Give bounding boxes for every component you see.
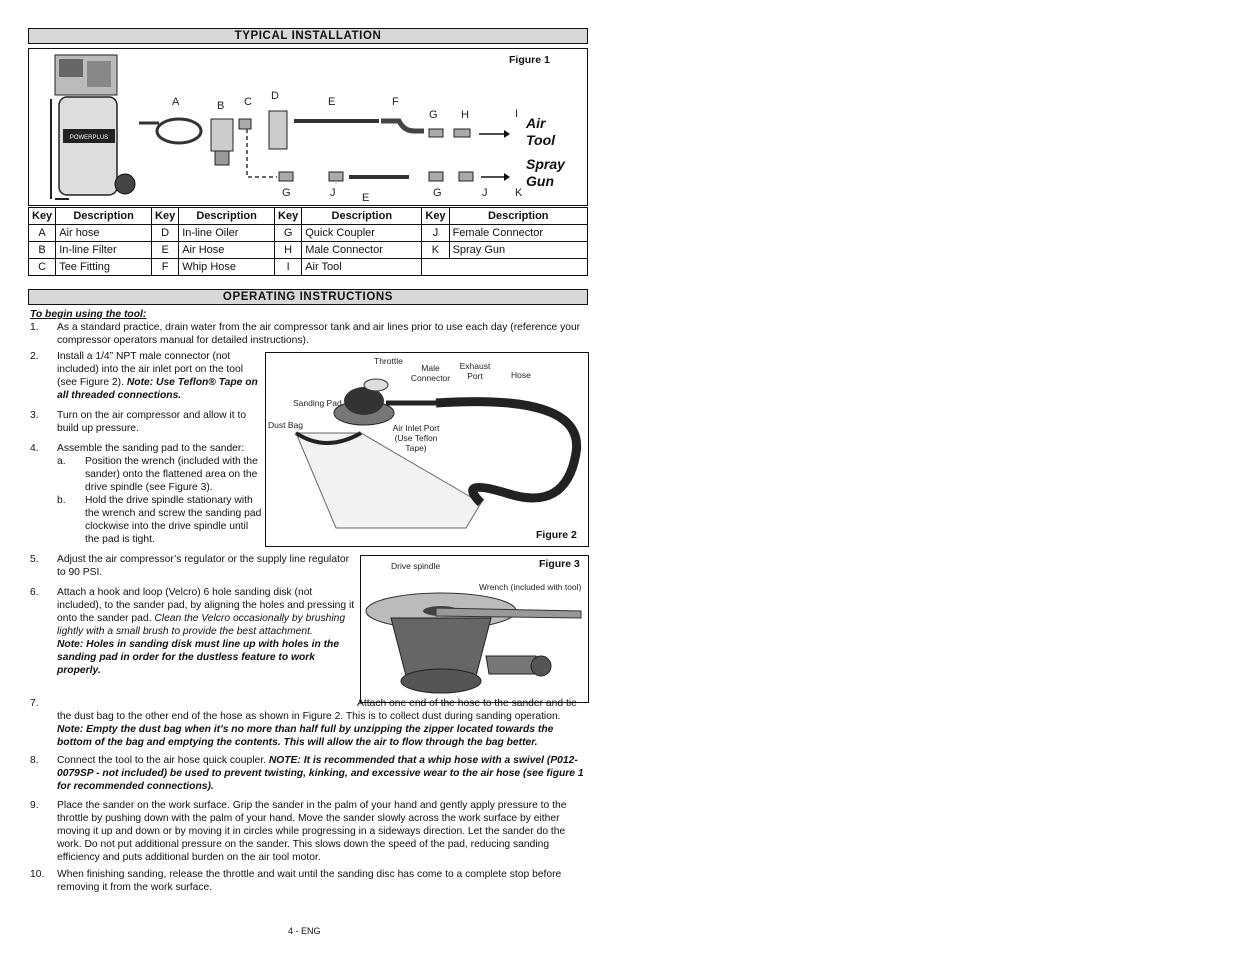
step-number: 7. [30,698,39,709]
inline-oiler-d [269,111,287,149]
page-number: 4 - ENG [288,926,321,936]
step-number: 2. [30,351,39,362]
table-cell: Air Hose [179,242,275,259]
table-row [29,259,588,276]
table-cell-empty [422,259,588,276]
callout-e-bottom: E [362,192,370,204]
male-connector-label: Male Connector [410,363,451,383]
step-7-body: Attach one end of the hose to the sander and tie the dust bag to the other end of the hose as shown in Figure 2. This is to collect dust during sanding operation. [57,698,577,722]
table-row [29,242,588,259]
step-2-text [57,350,262,402]
table-header-row [29,208,588,225]
callout-d: D [271,90,279,102]
drive-spindle-label: Drive spindle [391,561,441,571]
substep-letter: b. [57,495,66,506]
figure-3 [360,555,589,703]
whip-hose-f [381,121,424,131]
table-row [29,225,588,242]
step-4b-text: Hold the drive spindle stationary with the wrench and screw the sanding pad clockwise into the drive spindle until the pad is tight. [85,495,262,545]
section-header-operating [28,289,588,305]
callout-k: K [515,187,523,199]
section-header-installation [28,28,588,44]
section-title: TYPICAL INSTALLATION [234,30,382,42]
dust-bag-label: Dust Bag [268,420,303,430]
figure-1 [28,48,588,206]
inline-filter-b [211,119,233,151]
step-7-text [57,697,589,749]
installation-diagram [29,49,587,205]
step-5-text: Adjust the air compressor’s regulator or the supply line regulator to 90 PSI. [57,554,350,578]
table-cell: F [152,259,179,276]
step-number: 9. [30,800,39,811]
table-cell: In-line Oiler [179,225,275,242]
table-cell: E [152,242,179,259]
table-cell: Whip Hose [179,259,275,276]
step-8-body: Connect the tool to the air hose quick coupler. [57,755,266,766]
step-1-text: As a standard practice, drain water from the air compressor tank and air lines prior to use each day (reference your compressor operators manual for detailed instructions). [57,322,581,346]
callout-g: G [429,109,438,121]
wrench-label: Wrench (included with tool) [479,582,582,592]
step-2-note: Note: Use Teflon® Tape on all threaded connections. [57,377,258,401]
callout-h: H [461,109,469,121]
table-header: Description [179,208,275,225]
callout-j-bottom-2: J [482,187,488,199]
tee-fitting-c [239,119,251,129]
step-3-text: Turn on the air compressor and allow it to build up pressure. [57,410,247,434]
substep-letter: a. [57,456,66,467]
callout-a: A [172,96,180,108]
male-connector-h [454,129,470,137]
table-header: Description [302,208,422,225]
step-8-note: NOTE: It is recommended that a whip hose with a swivel (P012-0079SP - not included) be used to prevent twisting, kinking, and excessive wear to the air hose (see figure 1 for recommended connections). [57,755,584,792]
figure-3-caption: Figure 3 [539,558,580,570]
exhaust-port-label: Exhaust Port [459,361,491,381]
step-number: 8. [30,755,39,766]
table-header: Description [56,208,152,225]
table-cell: Quick Coupler [302,225,422,242]
table-cell: Male Connector [302,242,422,259]
step-6-body: Attach a hook and loop (Velcro) 6 hole sanding disk (not included), to the sander pad, by aligning the holes and pressing it onto the sander pad. [57,587,355,624]
table-cell: Female Connector [449,225,587,242]
step-6-text [57,586,357,677]
spindle-diagram [361,556,588,702]
table-cell: C [29,259,56,276]
table-header: Key [275,208,302,225]
step-number: 6. [30,587,39,598]
step-4a-text: Position the wrench (included with the sander) onto the flattened area on the drive spindle (see Figure 3). [85,456,258,493]
step-9-text: Place the sander on the work surface. Grip the sander in the palm of your hand and gently apply pressure to the throttle by pushing down with the palm of your hand. Move the sander slowly across the work surface by either moving it up and down or by moving it in circles while progressing in a sideways direction. Let the sander do the work. Do not put additional pressure on the sander. This slows down the speed of the pad, reducing sanding efficiency and puts additional burden on the air tool motor. [57,800,567,863]
table-cell: G [275,225,302,242]
compressor-illustration [51,55,135,199]
callout-f: F [392,96,399,108]
table-header: Key [422,208,449,225]
step-10-text: When finishing sanding, release the throttle and wait until the sanding disc has come to a complete stop before removing it from the work surface. [57,869,562,893]
step-4-text: Assemble the sanding pad to the sander: [57,443,245,454]
step-6-italic: Clean the Velcro occasionally by brushing lightly with a small brush to provide the best attachment. [57,613,346,637]
figure-2-caption: Figure 2 [536,529,577,541]
table-cell: Spray Gun [449,242,587,259]
table-cell: B [29,242,56,259]
table-cell: In-line Filter [56,242,152,259]
table-header: Key [29,208,56,225]
step-7-note: Note: Empty the dust bag when it’s no more than half full by unzipping the zipper located towards the bottom of the bag and emptying the contents. This will allow the air to flow through the bag better. [57,724,554,748]
parts-key-table [28,207,588,276]
table-cell: Air hose [56,225,152,242]
figure-1-caption: Figure 1 [509,54,550,66]
step-2-body: Install a 1/4” NPT male connector (not included) into the air inlet port on the tool (see Figure 2). [57,351,244,388]
table-cell: K [422,242,449,259]
table-cell: I [275,259,302,276]
step-number: 10. [30,869,45,880]
intro-heading: To begin using the tool: [30,309,147,320]
callout-g-bottom: G [282,187,291,199]
table-cell: Tee Fitting [56,259,152,276]
table-cell: J [422,225,449,242]
table-header: Description [449,208,587,225]
table-cell: Air Tool [302,259,422,276]
callout-b: B [217,100,225,112]
air-inlet-label: Air Inlet Port (Use Teflon Tape) [392,423,440,453]
table-cell: D [152,225,179,242]
step-number: 5. [30,554,39,565]
callout-c: C [244,96,252,108]
callout-i: I [515,108,519,120]
figure-2 [265,352,589,547]
air-hose-a [157,119,201,143]
quick-coupler-g [429,129,443,137]
callout-e: E [328,96,336,108]
section-title: OPERATING INSTRUCTIONS [222,291,394,303]
table-header: Key [152,208,179,225]
callout-g-bottom-2: G [433,187,442,199]
throttle-label: Throttle [374,356,403,366]
sanding-pad-label: Sanding Pad [293,398,342,408]
step-8-text [57,754,589,793]
hose-label: Hose [511,370,531,380]
brand-logo-text: POWERPLUS [69,135,109,141]
callout-j-bottom: J [330,187,336,199]
step-number: 4. [30,443,39,454]
air-tool-label: Air Tool [526,115,556,148]
table-cell: H [275,242,302,259]
table-cell: A [29,225,56,242]
spray-gun-label: Spray Gun [526,156,565,189]
step-number: 1. [30,322,39,333]
step-6-note: Note: Holes in sanding disk must line up with holes in the sanding pad in order for the dustless feature to work properly. [57,639,340,676]
step-number: 3. [30,410,39,421]
